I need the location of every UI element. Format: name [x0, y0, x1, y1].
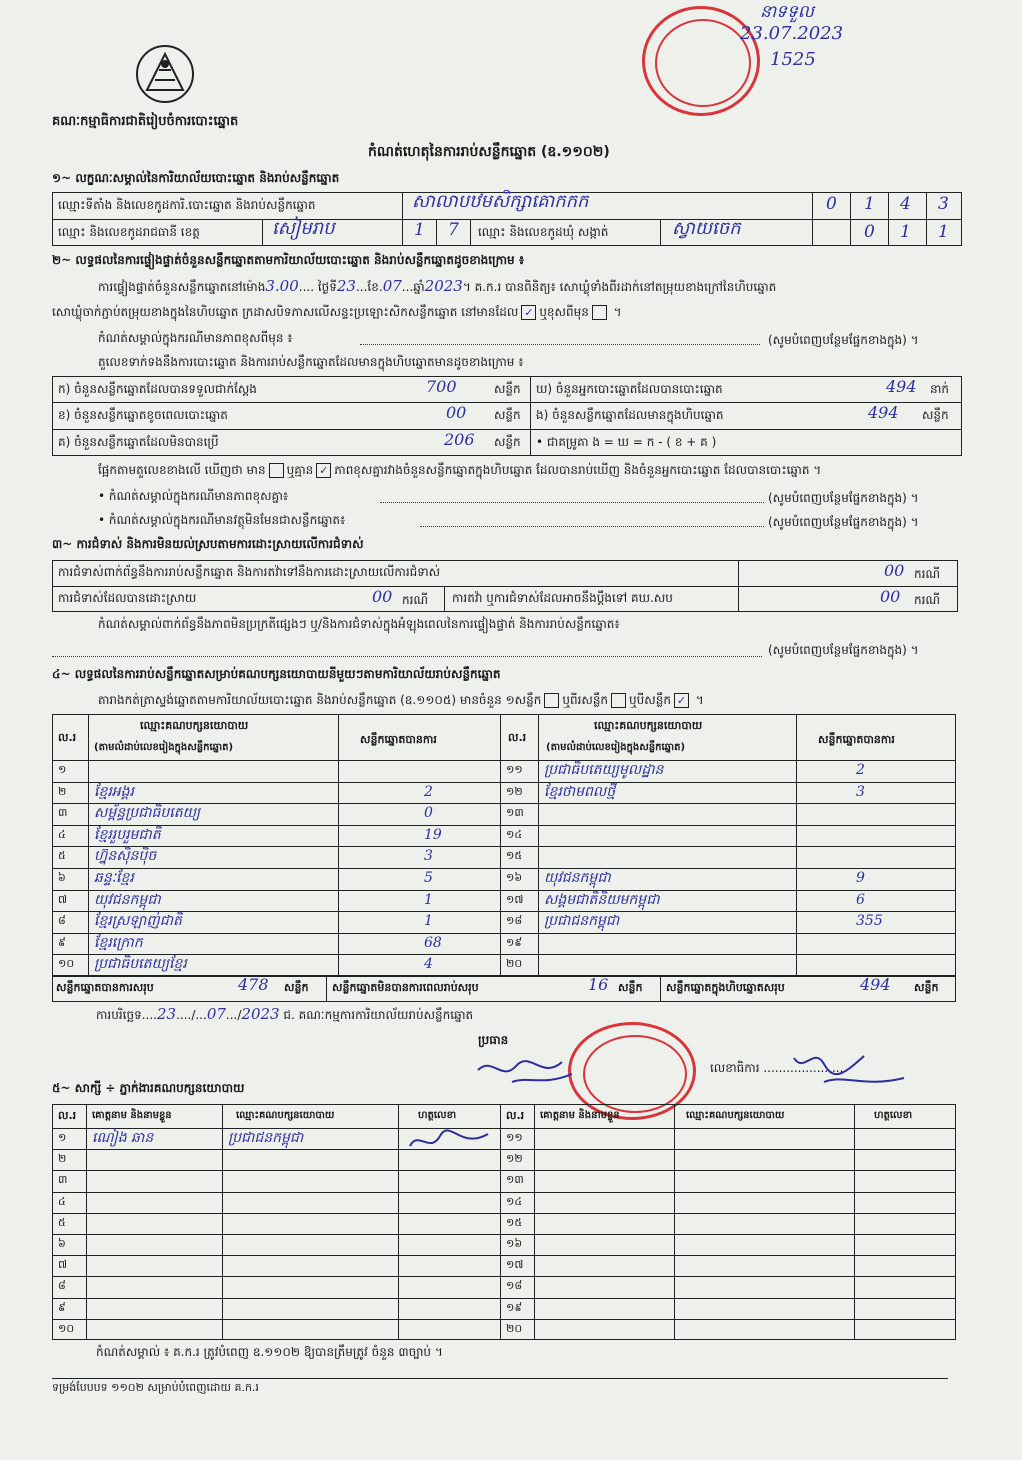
same-checkbox[interactable]: ✓ [521, 305, 536, 320]
fill-note-4: (សូមបំពេញបន្ថែមផ្នែកខាងក្នុង) ។ [768, 643, 919, 657]
fig-a-value: 700 [426, 377, 457, 396]
right-row-party: ប្រជាជនកម្ពុជា [544, 913, 620, 930]
total-valid-value: 478 [238, 975, 269, 994]
witness-party-left: ប្រជាជនកម្ពុជា [228, 1130, 304, 1146]
right-row-no: ១៦ [506, 871, 523, 884]
left-row-no: ៦ [58, 871, 66, 884]
complaints-label: ការជំទាស់ពាក់ព័ន្ធនឹងការរាប់សន្លឹកឆ្នោត និងការតវ៉ាទៅនឹងការដោះស្រាយលើការជំទាស់ [58, 565, 441, 579]
received-note: នាទទួល [760, 2, 814, 22]
commune-value: ស្វាយចេក [672, 218, 741, 239]
chair-signature-icon [472, 1052, 582, 1092]
left-row-party: ខ្មែរស្រឡាញ់ជាតិ [94, 913, 182, 930]
col-party-sub-right: (តាមលំដាប់លេខរៀងក្នុងសន្លឹកឆ្នោត) [546, 742, 686, 753]
province-code-2: 7 [448, 220, 459, 240]
fill-note-2: (សូមបំពេញបន្ថែមផ្នែកខាងក្នុង) ។ [768, 491, 919, 505]
witness-no-right: ១៦ [506, 1237, 523, 1250]
tally-sheet-line: តារាងកត់ត្រាស្ទង់ឆ្នោតតាមការិយាល័យបោះឆ្នោត និងរាប់សន្លឹកឆ្នោត (ឧ.១១០៥) មានចំនួន ១សន្លឹក ឬពីរសន្លឹក ឬបីសន្លឹក ✓ ។ [98, 693, 704, 707]
left-row-party: ហ្វ៊ុនស៊ិនប៉ិច [94, 848, 157, 865]
right-row-no: ១៥ [506, 849, 523, 863]
right-row-no: ១៣ [506, 806, 524, 820]
left-row-party: ខ្មែរអង្គរ [94, 783, 134, 800]
two-sheet-checkbox[interactable] [611, 693, 626, 708]
left-row-party: ខ្មែរក្រោក [94, 934, 143, 951]
fig-d-unit: នាក់ [930, 382, 950, 396]
right-row-party: ខ្មែរថាមពលថ្មី [544, 783, 616, 800]
right-row-votes: 3 [856, 783, 865, 800]
w-col-no-left: ល.រ [58, 1109, 77, 1122]
location-value: សាលាបឋមសិក្សាគោកកក [412, 191, 589, 212]
location-code-3: 4 [900, 194, 911, 214]
section4-heading: ៤~ លទ្ធផលនៃការរាប់សន្លឹកឆ្នោតសម្រាប់គណបក្សនយោបាយនីមួយៗតាមការិយាល័យរាប់សន្លឹកឆ្នោត [52, 667, 501, 681]
has-difference-checkbox[interactable] [269, 463, 284, 478]
left-row-no: ៥ [58, 849, 66, 863]
total-box-unit: សន្លឹក [914, 981, 939, 994]
verify-line: ការផ្ទៀងផ្ទាត់ចំនួនសន្លឹកឆ្នោតនៅម៉ោង3.00.... ថ្ងៃទី23...ខែ.07...ឆ្នាំ2023។ គ.ក.រ បានពិនិត្យ៖ សោឃ្លុំទាំងពីរដាក់នៅតម្រុយខាងក្រៅនៃហិបឆ្នោត [98, 277, 777, 295]
witness-no-right: ១៤ [506, 1194, 523, 1208]
resolved-unit: ករណី [402, 593, 429, 607]
total-invalid-unit: សន្លឹក [618, 981, 643, 994]
appeal-value: 00 [880, 587, 901, 606]
col-party-sub-left: (តាមលំដាប់លេខរៀងក្នុងសន្លឹកឆ្នោត) [94, 742, 234, 753]
col-votes-right: សន្លឹកឆ្នោតបានការ [818, 733, 895, 746]
appeal-label: ការតវ៉ា ឬការជំទាស់ដែលអាចនឹងប្ដឹងទៅ គឃ.សប [452, 591, 673, 605]
left-row-votes: 5 [424, 870, 433, 886]
witness-no-left: ៥ [58, 1215, 66, 1229]
section5-heading: ៥~ សាក្សី ÷ ភ្នាក់ងារគណបក្សនយោបាយ [52, 1081, 245, 1095]
difference-line: ផ្អែកតាមតួលេខខាងលើ ឃើញថា មាន ឬគ្មាន ✓ ភាពខុសគ្នារវាងចំនួនសន្លឹកឆ្នោតក្នុងហិបឆ្នោត ដែលបានរាប់ឃើញ និងចំនួនអ្នកបោះឆ្នោត ដែលបានបោះឆ្នោត ។ [98, 463, 822, 477]
right-row-no: ២០ [506, 957, 523, 971]
commune-code-1: 0 [864, 222, 875, 242]
fig-e-unit: សន្លឹក [922, 408, 949, 422]
witness-no-left: ៣ [58, 1173, 68, 1187]
complaints-value: 00 [884, 561, 905, 580]
secretary-label: លេខាធិការ ...................... [710, 1061, 848, 1075]
col-party-left: ឈ្មោះគណបក្សនយោបាយ [140, 719, 249, 732]
left-row-no: ៨ [58, 914, 66, 928]
left-row-votes: 3 [424, 848, 433, 865]
province-value: សៀមរាប [272, 218, 335, 239]
left-row-no: ១០ [58, 957, 75, 971]
secretary-signature-icon [784, 1044, 914, 1094]
nec-logo-icon [133, 40, 197, 110]
fig-a-unit: សន្លឹក [494, 382, 521, 396]
w-col-party-left: ឈ្មោះគណបក្សនយោបាយ [236, 1110, 335, 1121]
left-row-party: ប្រជាធិបតេយ្យខ្មែរ [94, 956, 187, 973]
witness-no-left: ៦ [58, 1237, 66, 1250]
w-col-sign-left: ហត្ថលេខា [418, 1110, 457, 1121]
total-invalid-value: 16 [588, 975, 609, 994]
fill-note-3: (សូមបំពេញបន្ថែមផ្នែកខាងក្នុង) ។ [768, 515, 919, 529]
totals-row [52, 976, 956, 1002]
diff-note-label: កំណត់សម្គាល់ក្នុងករណីមានភាពខុសពីមុន ៖ [98, 331, 293, 345]
province-label: ឈ្មោះ និងលេខកូដរាជធានី ខេត្ត [58, 225, 200, 239]
witness-no-left: ៩ [58, 1300, 66, 1314]
right-row-no: ១៧ [506, 892, 524, 906]
witness-no-left: ៤ [58, 1194, 66, 1208]
witness-no-right: ១៥ [506, 1215, 523, 1229]
section1-heading: ១~ លក្ខណៈសម្គាល់នៃការិយាល័យបោះឆ្នោត និងរាប់សន្លឹកឆ្នោត [52, 171, 340, 185]
chair-label: ប្រធាន [478, 1033, 509, 1047]
total-box-value: 494 [860, 975, 891, 994]
formula-note: • ជាគម្រូគា ង = ឃ = ក - ( ខ + គ ) [536, 435, 717, 449]
witness-name-left: ណៀង ឆាន [92, 1130, 154, 1146]
witness-no-left: ១០ [58, 1321, 75, 1335]
footnote: កំណត់សម្គាល់ ៖ គ.ក.រ ត្រូវបំពេញ ឧ.១១០២ ឱ្យបានត្រឹមត្រូវ ចំនួន ៣ច្បាប់ ។ [96, 1345, 443, 1359]
location-code-2: 1 [864, 194, 875, 214]
witness-signature-icon [404, 1128, 494, 1154]
fig-e-value: 494 [868, 403, 899, 422]
left-row-party: សម្ព័ន្ធប្រជាធិបតេយ្យ [94, 805, 201, 822]
witness-no-right: ១៧ [506, 1258, 524, 1272]
fig-e-label: ង) ចំនួនសន្លឹកឆ្នោតដែលមានក្នុងហិបឆ្នោត [536, 408, 724, 422]
witness-no-left: ៨ [58, 1279, 66, 1293]
left-row-votes: 1 [424, 891, 433, 908]
witness-no-right: ១២ [506, 1152, 523, 1166]
right-row-no: ១១ [506, 763, 523, 776]
left-row-votes: 68 [424, 934, 442, 951]
total-invalid-label: សន្លឹកឆ្នោតមិនបានការពេលរាប់សរុប [332, 981, 479, 994]
right-row-no: ១២ [506, 784, 523, 798]
location-code-1: 0 [826, 194, 837, 214]
left-row-no: ៩ [58, 935, 66, 949]
fig-b-label: ខ) ចំនួនសន្លឹកឆ្នោតខូចពេលបោះឆ្នោត [58, 408, 228, 422]
col-votes-left: សន្លឹកឆ្នោតបានការ [360, 733, 437, 746]
different-checkbox[interactable] [592, 305, 607, 320]
org-name: គណៈកម្មាធិការជាតិរៀបចំការបោះឆ្នោត [52, 114, 239, 129]
right-row-party: សង្គមជាតិនិយមកម្ពុជា [544, 891, 660, 908]
left-row-votes: 19 [424, 826, 442, 843]
col-no-left: ល.រ [58, 731, 77, 744]
form-footer: ទម្រង់បែបបទ ១១០២ សម្រាប់បំពេញដោយ គ.ក.រ [52, 1381, 259, 1394]
no-difference-checkbox[interactable]: ✓ [316, 463, 331, 478]
witness-table [52, 1104, 956, 1340]
fig-c-value: 206 [444, 430, 475, 449]
location-label: ឈ្មោះទីតាំង និងលេខកូដការិ.បោះឆ្នោត និងរាប់សន្លឹកឆ្នោត [58, 198, 316, 212]
fig-a-label: ក) ចំនួនសន្លឹកឆ្នោតដែលបានទទួលជាក់ស្ដែង [58, 382, 257, 396]
w-col-name-left: គោត្តនាម និងនាមខ្លួន [92, 1110, 172, 1121]
resolved-value: 00 [372, 587, 393, 606]
section3-heading: ៣~ ការជំទាស់ និងការមិនយល់ស្របតាមការដោះស្រាយលើការជំទាស់ [52, 537, 364, 551]
fig-d-value: 494 [886, 377, 917, 396]
w-col-party-right: ឈ្មោះគណបក្សនយោបាយ [686, 1110, 785, 1121]
total-valid-label: សន្លឹកឆ្នោតបានការសរុប [56, 981, 154, 994]
left-row-votes: 1 [424, 913, 433, 930]
right-row-votes: 6 [856, 891, 865, 908]
appeal-unit: ករណី [914, 593, 941, 607]
section2-heading: ២~ លទ្ធផលនៃការផ្ទៀងផ្ទាត់ចំនួនសន្លឹកឆ្នោតតាមការិយាល័យបោះឆ្នោត និងរាប់សន្លឹកឆ្នោតដូចខាងក្រោម ៖ [52, 253, 525, 267]
fig-c-unit: សន្លឹក [494, 435, 521, 449]
left-row-votes: 4 [424, 956, 433, 973]
right-row-votes: 9 [856, 870, 865, 886]
w-col-name-right: គោត្តនាម និងនាមខ្លួន [540, 1110, 620, 1121]
witness-no-left: ២ [58, 1152, 67, 1166]
right-row-no: ១៨ [506, 914, 523, 928]
witness-no-left: ១ [58, 1131, 67, 1144]
fig-b-unit: សន្លឹក [494, 408, 521, 422]
seal-line: សោឃ្លុំចាក់ភ្ជាប់តម្រុយខាងក្នុងនៃហិបឆ្នោត ក្រដាសបិទភាសលើសន្ទះប្រឡោះសិកសន្លឹកឆ្នោត នៅមានដែល ✓ ឬខុសពីមុន ។ [52, 305, 622, 319]
left-row-party: យុវជនកម្ពុជា [94, 891, 161, 908]
commune-code-3: 1 [938, 222, 949, 242]
right-row-votes: 355 [856, 913, 883, 930]
witness-no-right: ១៩ [506, 1300, 523, 1314]
one-sheet-checkbox[interactable] [544, 693, 559, 708]
right-row-votes: 2 [856, 762, 865, 778]
figures-intro: តួលេខទាក់ទងនឹងការបោះឆ្នោត និងការរាប់សន្លឹកឆ្នោតដែលមានក្នុងហិបឆ្នោតមានដូចខាងក្រោម ៖ [98, 355, 524, 369]
location-code-4: 3 [938, 194, 949, 214]
witness-no-left: ៧ [58, 1258, 68, 1272]
left-row-no: ១ [58, 763, 67, 776]
right-row-party: យុវជនកម្ពុជា [544, 870, 611, 886]
form-title: កំណត់ហេតុនៃការរាប់សន្លឹកឆ្នោត (ឧ.១១០២) [368, 144, 610, 160]
w-col-sign-right: ហត្ថលេខា [874, 1110, 913, 1121]
diff-remark-label: • កំណត់សម្គាល់ក្នុងករណីមានភាពខុសគ្នា៖ [98, 489, 289, 503]
witness-no-right: ២០ [506, 1321, 523, 1335]
date-line: ការបរិច្ឆេទ....23..../...07.../2023 ជ. គណៈកម្មការការិយាល័យរាប់សន្លឹកឆ្នោត [96, 1005, 474, 1023]
left-row-votes: 2 [424, 783, 433, 800]
right-row-no: ១៤ [506, 827, 523, 841]
total-valid-unit: សន្លឹក [284, 981, 309, 994]
complaints-unit: ករណី [914, 567, 941, 581]
irregularity-label: កំណត់សម្គាល់ពាក់ព័ន្ធនឹងភាពមិនប្រក្រតីផ្សេងៗ ឬ/និងការជំទាស់ក្នុងអំឡុងពេលនៃការផ្ទៀងផ្ទាត់ និងការរាប់សន្លឹកឆ្នោត៖ [98, 617, 620, 631]
right-row-party: ប្រជាធិបតេយ្យមូលដ្ឋាន [544, 762, 664, 778]
witness-no-right: ១១ [506, 1131, 523, 1144]
object-remark-label: • កំណត់សម្គាល់ក្នុងករណីមានវត្ថុមិនមែនជាសន្លឹកឆ្នោត៖ [98, 513, 346, 527]
left-row-no: ២ [58, 784, 67, 798]
left-row-no: ៤ [58, 827, 66, 841]
province-code-1: 1 [414, 220, 425, 240]
fig-c-label: គ) ចំនួនសន្លឹកឆ្នោតដែលមិនបានប្រើ [58, 435, 219, 449]
resolved-label: ការជំទាស់ដែលបានដោះស្រាយ [58, 591, 197, 605]
received-date: 23.07.2023 [740, 23, 844, 44]
col-no-right: ល.រ [508, 731, 527, 744]
fig-d-label: ឃ) ចំនួនអ្នកបោះឆ្នោតដែលបានបោះឆ្នោត [536, 382, 723, 396]
right-row-no: ១៩ [506, 935, 523, 949]
col-party-right: ឈ្មោះគណបក្សនយោបាយ [594, 719, 703, 732]
total-box-label: សន្លឹកឆ្នោតក្នុងហិបឆ្នោតសរុប [666, 981, 785, 994]
left-row-no: ៧ [58, 892, 68, 906]
fill-note-1: (សូមបំពេញបន្ថែមផ្នែកខាងក្នុង) ។ [768, 333, 919, 347]
received-number: 1525 [770, 49, 816, 70]
left-row-party: ខ្មែររួបរួមជាតិ [94, 826, 161, 843]
witness-no-right: ១៨ [506, 1279, 523, 1293]
witness-no-right: ១៣ [506, 1173, 524, 1187]
fig-b-value: 00 [446, 403, 467, 422]
commune-code-2: 1 [900, 222, 911, 242]
three-sheet-checkbox[interactable]: ✓ [674, 693, 689, 708]
commune-label: ឈ្មោះ និងលេខកូដឃុំ សង្កាត់ [478, 225, 609, 239]
left-row-votes: 0 [424, 805, 433, 822]
w-col-no-right: ល.រ [506, 1109, 525, 1122]
left-row-no: ៣ [58, 806, 68, 820]
left-row-party: ឆន្ទៈខ្មែរ [94, 870, 134, 886]
